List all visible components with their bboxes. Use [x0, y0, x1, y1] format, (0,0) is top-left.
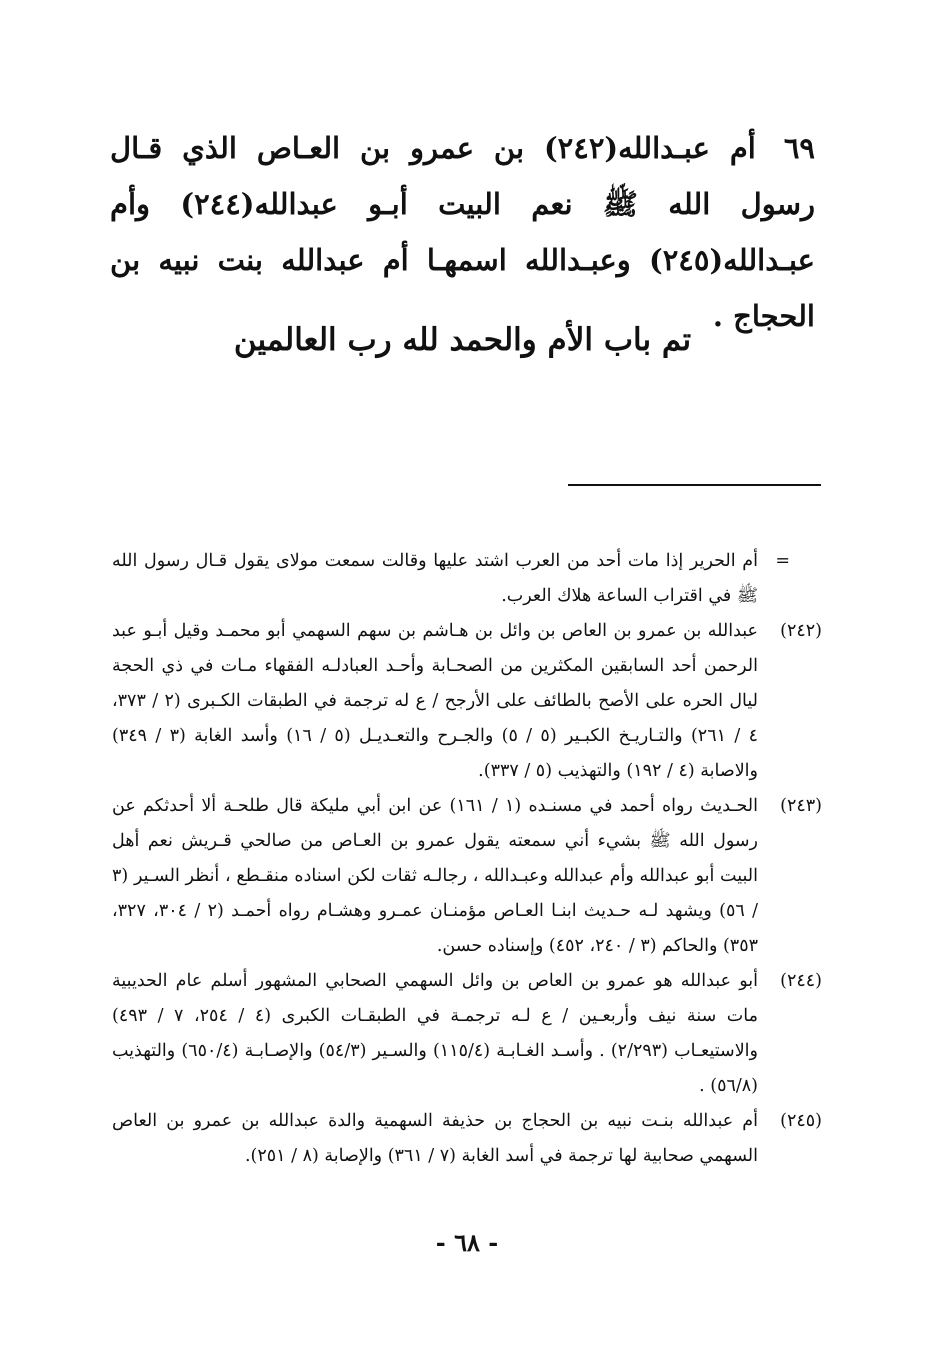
footnote-242 [112, 614, 822, 789]
footnote-text: أم عبدالله بنـت نبيه بن الحجاج بن حذيفة السهمية والدة عبدالله بن عمرو بن العاص السهمي صحابية لها ترجمة في أسد الغابة (٧ / ٣٦١) والإصابة (٨ / ٢٥١). [112, 1111, 758, 1166]
page-number: - ٦٨ - [435, 1228, 499, 1257]
footnote-mark: (٢٤٣) [780, 796, 822, 816]
footnote-text: أم الحرير إذا مات أحد من العرب اشتد عليها وقالت سمعت مولاى يقول قـال رسول الله ﷺ في اقتراب الساعة هلاك العرب. [112, 551, 758, 606]
footnotes [112, 544, 822, 1174]
footnote-245 [112, 1104, 822, 1174]
entry-text: أم عبـدالله(٢٤٢) بن عمرو بن العـاص الذي قـال رسول الله ﷺ نعم البيت أبـو عبدالله(٢٤٤) وأم عبـدالله(٢٤٥) وعبـدالله اسمهـا أم عبدالله بنت نبيه بن الحجاج . [110, 131, 815, 333]
footnote-243 [112, 789, 822, 964]
footnote-mark: (٢٤٢) [780, 621, 822, 641]
footnote-continuation [112, 544, 822, 614]
main-entry [110, 120, 815, 344]
entry-number: ٦٩ [783, 131, 815, 165]
footnote-separator [568, 484, 821, 486]
footnote-text: عبدالله بن عمرو بن العاص بن وائل بن هـاشم بن سهم السهمي أبو محمـد وقيل أبـو عبد الرحمن أحد السابقين المكثرين من الصحـابة وأحـد العبادلـه الفقهاء مـات في ذي الحجة ليال الحره على الأصح بالطائف على الأرجح / ع له ترجمة في الطبقات الكـبرى (٢ / ٣٧٣، ٤ / ٢٦١) والتـاريـخ الكبـير (٥ / ٥) والجـرح والتعـديـل (٥ / ١٦) وأسد الغابة (٣ / ٣٤٩) والاصابة (٤ / ١٩٢) والتهذيب (٥ / ٣٣٧). [112, 621, 758, 781]
footnote-mark: (٢٤٥) [780, 1111, 822, 1131]
footnote-244 [112, 964, 822, 1104]
footnote-text: أبو عبدالله هو عمرو بن العاص بن وائل السهمي الصحابي المشهور أسلم عام الحديبية مات سنة نيف وأربعـين / ع لـه ترجمـة في الطبقـات الكبرى (٤ / ٢٥٤، ٧ / ٤٩٣) والاستيعـاب (٢/٢٩٣) . وأسـد الغـابـة (١١٥/٤) والسـير (٥٤/٣) والإصـابـة (٦٥٠/٤) والتهذيب (٥٦/٨) . [112, 971, 758, 1096]
footnote-mark: (٢٤٤) [780, 971, 822, 991]
footnote-text: الحـديث رواه أحمد في مسنـده (١ / ١٦١) عن ابن أبي مليكة قال طلحـة ألا أحدثكم عن رسول الله ﷺ بشيء أني سمعته يقول عمرو بن العـاص من صالحي قـريش نعم أهل البيت أبو عبدالله وأم عبدالله وعبـدالله ، رجالـه ثقات لكن اسناده منقـطع ، أنظر السـير (٣ / ٥٦) ويشهد لـه حـديث ابنـا العـاص مؤمنـان عمـرو وهشـام رواه أحمـد (٢ / ٣٠٤، ٣٢٧، ٣٥٣) والحاكم (٣ / ٢٤٠، ٤٥٢) وإسناده حسن. [112, 796, 758, 956]
section-end-title: تم باب الأم والحمد لله رب العالمين [233, 322, 692, 358]
continuation-mark: = [775, 551, 790, 571]
